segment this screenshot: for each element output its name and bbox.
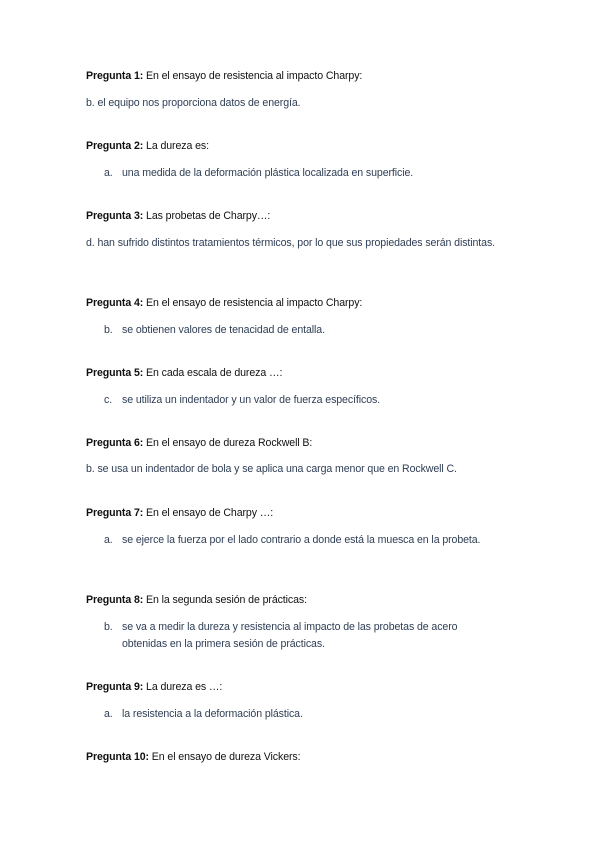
answer-2-marker: a. [104, 167, 113, 179]
question-4 [86, 297, 362, 309]
question-8-text: En la segunda sesión de prácticas: [143, 594, 307, 606]
answer-7-text: se ejerce la fuerza por el lado contrario a donde está la muesca en la probeta. [122, 534, 481, 546]
answer-5 [104, 392, 504, 409]
answer-8 [104, 619, 504, 653]
question-5 [86, 367, 282, 379]
answer-2 [104, 165, 504, 182]
answer-4-text: se obtienen valores de tenacidad de entalla. [122, 324, 325, 336]
question-8-label: Pregunta 8: [86, 594, 144, 606]
question-2 [86, 140, 209, 152]
answer-4 [104, 322, 504, 339]
answer-7-marker: a. [104, 534, 113, 546]
question-5-label: Pregunta 5: [86, 367, 144, 379]
question-10-text: En el ensayo de dureza Vickers: [148, 751, 301, 763]
answer-5-text: se utiliza un indentador y un valor de fuerza específicos. [122, 394, 381, 406]
answer-8-text: se va a medir la dureza y resistencia al impacto de las probetas de acero obtenidas en la primera sesión de prácticas. [122, 621, 458, 650]
answer-9-text: la resistencia a la deformación plástica. [122, 708, 303, 720]
question-5-text: En cada escala de dureza …: [143, 367, 283, 379]
answer-6: b. se usa un indentador de bola y se aplica una carga menor que en Rockwell C. [86, 463, 457, 475]
question-8 [86, 594, 307, 606]
question-2-label: Pregunta 2: [86, 140, 144, 152]
question-9-label: Pregunta 9: [86, 681, 144, 693]
question-10 [86, 751, 300, 763]
question-6-text: En el ensayo de dureza Rockwell B: [143, 437, 313, 449]
question-7-text: En el ensayo de Charpy …: [143, 507, 274, 519]
question-4-label: Pregunta 4: [86, 297, 144, 309]
question-7-label: Pregunta 7: [86, 507, 144, 519]
answer-2-text: una medida de la deformación plástica localizada en superficie. [122, 167, 414, 179]
question-4-text: En el ensayo de resistencia al impacto Charpy: [143, 297, 363, 309]
answer-7 [104, 532, 484, 549]
question-7 [86, 507, 273, 519]
question-1-label: Pregunta 1: [86, 70, 144, 82]
question-10-label: Pregunta 10: [86, 751, 149, 763]
answer-3: d. han sufrido distintos tratamientos térmicos, por lo que sus propiedades serán distintas. [86, 237, 495, 249]
question-3 [86, 210, 270, 222]
question-1 [86, 70, 362, 82]
answer-4-marker: b. [104, 324, 113, 336]
question-9 [86, 681, 222, 693]
question-3-label: Pregunta 3: [86, 210, 144, 222]
answer-5-marker: c. [104, 394, 113, 406]
answer-1: b. el equipo nos proporciona datos de energía. [86, 97, 301, 109]
answer-9 [104, 706, 504, 723]
question-2-text: La dureza es: [143, 140, 209, 152]
question-9-text: La dureza es …: [143, 681, 223, 693]
question-6 [86, 437, 312, 449]
answer-8-marker: b. [104, 621, 113, 633]
question-6-label: Pregunta 6: [86, 437, 144, 449]
question-1-text: En el ensayo de resistencia al impacto Charpy: [143, 70, 363, 82]
answer-9-marker: a. [104, 708, 113, 720]
question-3-text: Las probetas de Charpy…: [143, 210, 271, 222]
